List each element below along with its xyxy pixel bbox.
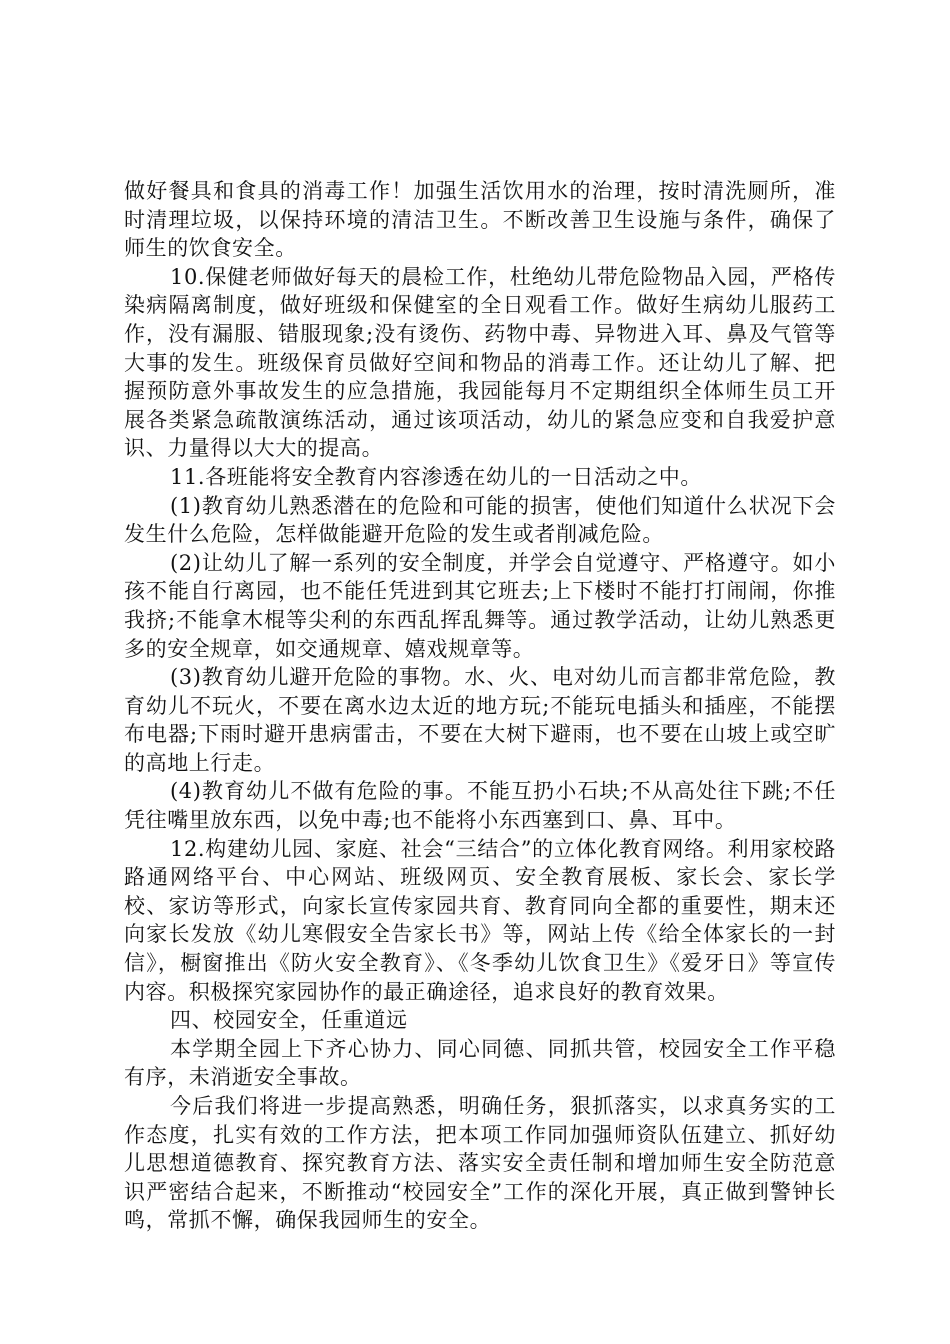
paragraph-4: (1)教育幼儿熟悉潜在的危险和可能的损害，使他们知道什么状况下会发生什么危险，怎样做能避开危险的发生或者削减危险。 — [124, 493, 836, 547]
paragraph-7: (4)教育幼儿不做有危险的事。不能互扔小石块;不从高处往下跳;不任凭往嘴里放东西，以免中毒;也不能将小东西塞到口、鼻、耳中。 — [124, 779, 836, 833]
paragraph-5: (2)让幼儿了解一系列的安全制度，并学会自觉遵守、严格遵守。如小孩不能自行离园，也不能任凭进到其它班去;上下楼时不能打打闹闹，你推我挤;不能拿木棍等尖利的东西乱挥乱舞等。通过教学活动，让幼儿熟悉更多的安全规章，如交通规章、嬉戏规章等。 — [124, 550, 836, 661]
paragraph-2: 10.保健老师做好每天的晨检工作，杜绝幼儿带危险物品入园，严格传染病隔离制度，做好班级和保健室的全日观看工作。做好生病幼儿服药工作，没有漏服、错服现象;没有烫伤、药物中毒、异物进入耳、鼻及气管等大事的发生。班级保育员做好空间和物品的消毒工作。还让幼儿了解、把握预防意外事故发生的应急措施，我园能每月不定期组织全体师生员工开展各类紧急疏散演练活动，通过该项活动，幼儿的紧急应变和自我爱护意识、力量得以大大的提高。 — [124, 264, 836, 461]
paragraph-1: 做好餐具和食具的消毒工作！加强生活饮用水的治理，按时清洗厕所，准时清理垃圾，以保持环境的清洁卫生。不断改善卫生设施与条件，确保了师生的饮食安全。 — [124, 179, 836, 261]
paragraph-8: 12.构建幼儿园、家庭、社会“三结合”的立体化教育网络。利用家校路路通网络平台、中心网站、班级网页、安全教育展板、家长会、家长学校、家访等形式，向家长宣传家园共育、教育同向全都的重要性，期末还向家长发放《幼儿寒假安全告家长书》等，网站上传《给全体家长的一封信》，橱窗推出《防火安全教育》、《冬季幼儿饮食卫生》《爱牙日》等宣传内容。积极探究家园协作的最正确途径，追求良好的教育效果。 — [124, 836, 836, 1004]
paragraph-6: (3)教育幼儿避开危险的事物。水、火、电对幼儿而言都非常危险，教育幼儿不玩火，不要在离水边太近的地方玩;不能玩电插头和插座，不能摆布电器;下雨时避开患病雷击，不要在大树下避雨，也不要在山坡上或空旷的高地上行走。 — [124, 665, 836, 775]
paragraph-3: 11.各班能将安全教育内容渗透在幼儿的一日活动之中。 — [170, 464, 702, 489]
paragraph-11: 今后我们将进一步提高熟悉，明确任务，狠抓落实，以求真务实的工作态度，扎实有效的工作方法，把本项工作同加强师资队伍建立、抓好幼儿思想道德教育、探究教育方法、落实安全责任制和增加师生安全防范意识严密结合起来，不断推动“校园安全”工作的深化开展，真正做到警钟长鸣，常抓不懈，确保我园师生的安全。 — [124, 1094, 836, 1233]
section-heading: 四、校园安全，任重道远 — [170, 1008, 408, 1033]
document-body — [124, 177, 836, 1235]
paragraph-10: 本学期全园上下齐心协力、同心同德、同抓共管，校园安全工作平稳有序，未消逝安全事故。 — [124, 1036, 836, 1090]
